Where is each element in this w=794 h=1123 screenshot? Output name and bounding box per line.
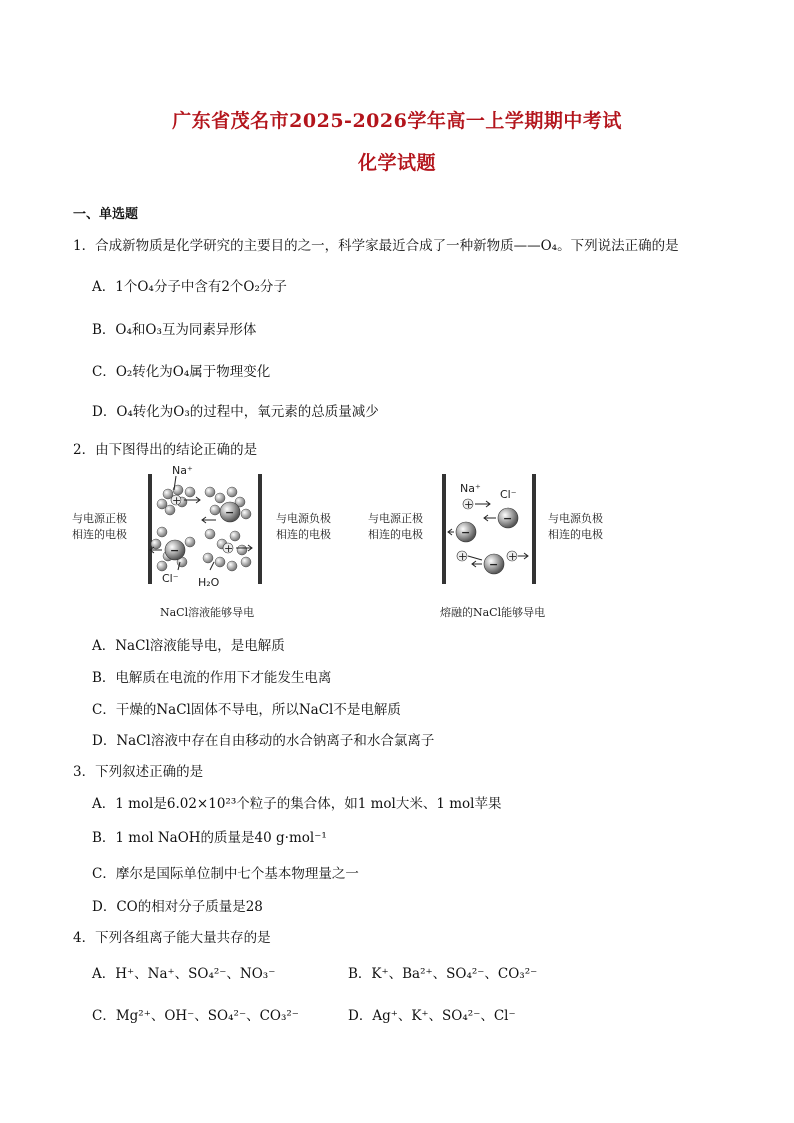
right-positive-electrode-label-1: 与电源正极 (368, 512, 423, 525)
na-ion-label: Na⁺ (172, 464, 193, 477)
question-4-option-a: A．H⁺、Na⁺、SO₄²⁻、NO₃⁻ (92, 966, 276, 982)
left-panel (72, 464, 331, 619)
question-1-option-a: A．1个O₄分子中含有2个O₂分子 (92, 279, 287, 295)
left-caption: NaCl溶液能够导电 (160, 606, 255, 619)
svg-text:+: + (508, 550, 518, 563)
svg-text:−: − (503, 512, 513, 525)
question-2-option-c: C．干燥的NaCl固体不导电，所以NaCl不是电解质 (92, 702, 401, 718)
question-4-option-c: C．Mg²⁺、OH⁻、SO₄²⁻、CO₃²⁻ (92, 1008, 299, 1024)
svg-text:+: + (458, 550, 468, 563)
page-subtitle: 化学试题 (357, 152, 436, 174)
question-3-option-d: D．CO的相对分子质量是28 (92, 899, 263, 915)
right-caption: 熔融的NaCl能够导电 (440, 606, 546, 619)
question-1-option-c: C．O₂转化为O₄属于物理变化 (92, 364, 271, 380)
svg-text:−: − (489, 558, 499, 571)
svg-text:+: + (224, 542, 234, 555)
right-negative-electrode-label-2: 相连的电极 (548, 528, 603, 541)
left-negative-electrode-label-1: 与电源负极 (276, 512, 331, 525)
question-1-option-d: D．O₄转化为O₃的过程中，氧元素的总质量减少 (92, 404, 379, 420)
question-3-stem: 3．下列叙述正确的是 (73, 764, 204, 780)
question-3-option-b: B．1 mol NaOH的质量是40 g·mol⁻¹ (92, 830, 327, 846)
right-positive-electrode-label-2: 相连的电极 (368, 528, 423, 541)
question-4-stem: 4．下列各组离子能大量共存的是 (73, 930, 271, 946)
cl-ion-label: Cl⁻ (162, 572, 179, 585)
right-negative-electrode-label-1: 与电源负极 (548, 512, 603, 525)
question-2-option-d: D．NaCl溶液中存在自由移动的水合钠离子和水合氯离子 (92, 733, 435, 749)
question-1-option-b: B．O₄和O₃互为同素异形体 (92, 322, 257, 338)
svg-text:+: + (464, 498, 474, 511)
question-2-option-a: A．NaCl溶液能导电，是电解质 (92, 638, 285, 654)
svg-text:−: − (170, 544, 180, 557)
right-panel (368, 474, 603, 619)
question-4-option-d: D．Ag⁺、K⁺、SO₄²⁻、Cl⁻ (348, 1008, 516, 1024)
question-2-stem: 2．由下图得出的结论正确的是 (73, 442, 258, 458)
question-1-stem: 1．合成新物质是化学研究的主要目的之一，科学家最近合成了一种新物质——O₄。下列说法正确的是 (73, 238, 679, 254)
section-heading: 一、单选题 (73, 207, 139, 222)
svg-text:−: − (461, 526, 471, 539)
question-3-option-c: C．摩尔是国际单位制中七个基本物理量之一 (92, 866, 359, 882)
question-4-option-b: B．K⁺、Ba²⁺、SO₄²⁻、CO₃²⁻ (348, 966, 538, 982)
page-title: 广东省茂名市2025-2026学年高一上学期期中考试 (172, 110, 622, 132)
left-positive-electrode-label-1: 与电源正极 (72, 512, 127, 525)
left-negative-electrode-label-2: 相连的电极 (276, 528, 331, 541)
left-positive-electrode-label-2: 相连的电极 (72, 528, 127, 541)
right-cl-label: Cl⁻ (500, 488, 517, 501)
question-3-option-a: A．1 mol是6.02×10²³个粒子的集合体，如1 mol大米、1 mol苹果 (92, 796, 502, 812)
svg-text:+: + (172, 494, 182, 507)
conductivity-diagram (70, 462, 630, 627)
svg-text:−: − (225, 506, 235, 519)
water-label: H₂O (198, 576, 220, 589)
question-2-option-b: B．电解质在电流的作用下才能发生电离 (92, 670, 332, 686)
right-na-label: Na⁺ (460, 482, 481, 495)
